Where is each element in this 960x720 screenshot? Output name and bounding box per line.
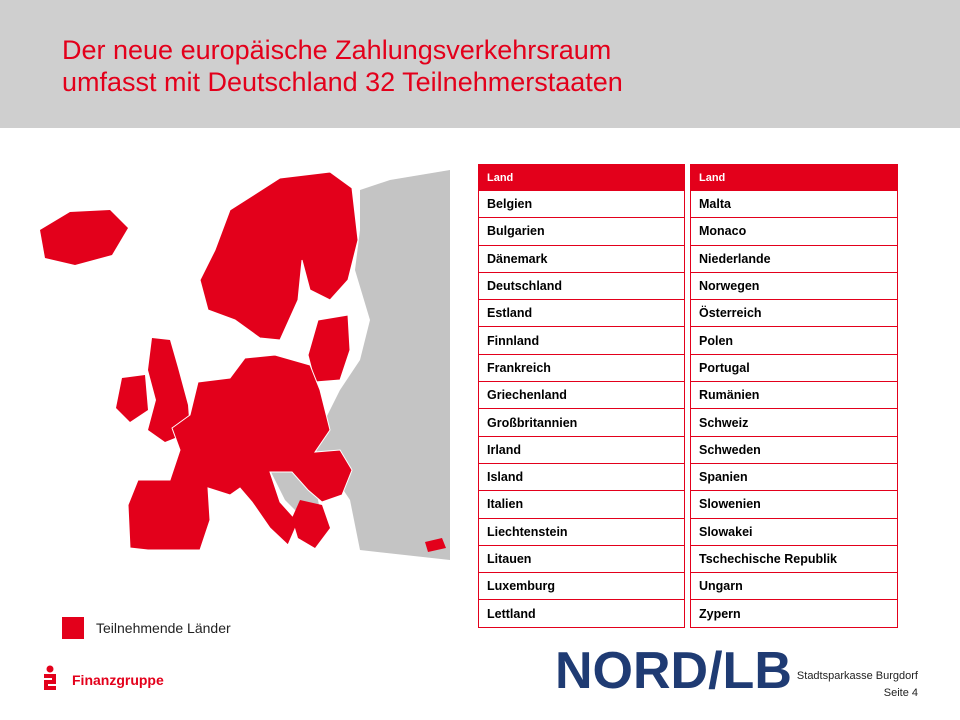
table-row — [479, 409, 685, 436]
table-row — [479, 600, 685, 627]
table-cell: Griechenland — [479, 382, 685, 409]
table-cell: Portugal — [691, 354, 898, 381]
table-row — [479, 300, 685, 327]
map-iceland — [40, 210, 128, 265]
table-row — [479, 218, 685, 245]
table-cell: Liechtenstein — [479, 518, 685, 545]
table-cell: Rumänien — [691, 382, 898, 409]
table-cell: Tschechische Republik — [691, 545, 898, 572]
table-cell: Lettland — [479, 600, 685, 627]
legend-swatch — [62, 617, 84, 639]
table-row — [691, 245, 898, 272]
table-cell: Frankreich — [479, 354, 685, 381]
table-row — [691, 491, 898, 518]
slide-title — [62, 34, 623, 98]
title-line-2: umfasst mit Deutschland 32 Teilnehmerstaaten — [62, 67, 623, 97]
table-row — [479, 354, 685, 381]
table-row — [691, 272, 898, 299]
table-cell: Spanien — [691, 463, 898, 490]
table-row — [479, 191, 685, 218]
table-row — [691, 545, 898, 572]
table-cell: Polen — [691, 327, 898, 354]
table-cell: Schweiz — [691, 409, 898, 436]
table-row — [691, 191, 898, 218]
table-cell: Finnland — [479, 327, 685, 354]
table-cell: Slowenien — [691, 491, 898, 518]
header-banner — [0, 0, 960, 128]
table-row — [691, 354, 898, 381]
table-row — [691, 300, 898, 327]
map-scandinavia — [200, 172, 358, 340]
table-cell: Monaco — [691, 218, 898, 245]
table-cell: Norwegen — [691, 272, 898, 299]
table-row — [479, 463, 685, 490]
page-number: Seite 4 — [883, 687, 918, 699]
nordlb-logo — [555, 630, 792, 710]
table-row — [479, 272, 685, 299]
table-cell: Litauen — [479, 545, 685, 572]
table-row — [479, 518, 685, 545]
legend-label: Teilnehmende Länder — [96, 620, 231, 636]
table-row — [691, 600, 898, 627]
table-row — [691, 327, 898, 354]
finanzgruppe-wordmark: Finanzgruppe — [72, 672, 164, 688]
nordlb-wordmark: NORD/LB — [555, 642, 792, 700]
table-cell: Island — [479, 463, 685, 490]
title-line-1: Der neue europäische Zahlungsverkehrsraum — [62, 35, 612, 65]
table-row — [479, 245, 685, 272]
table-header: Land — [691, 165, 898, 191]
table-row — [479, 382, 685, 409]
table-row — [691, 436, 898, 463]
map-greece — [292, 500, 330, 548]
table-cell: Bulgarien — [479, 218, 685, 245]
table-cell: Großbritannien — [479, 409, 685, 436]
table-cell: Malta — [691, 191, 898, 218]
table-cell: Dänemark — [479, 245, 685, 272]
table-cell: Schweden — [691, 436, 898, 463]
table-row — [479, 327, 685, 354]
table-row — [479, 491, 685, 518]
table-cell: Österreich — [691, 300, 898, 327]
table-cell: Deutschland — [479, 272, 685, 299]
footer-info — [797, 668, 918, 702]
table-cell: Estland — [479, 300, 685, 327]
table-cell: Zypern — [691, 600, 898, 627]
table-cell: Luxemburg — [479, 573, 685, 600]
map-ireland — [116, 375, 148, 422]
table-row — [691, 463, 898, 490]
table-cell: Ungarn — [691, 573, 898, 600]
country-table-left — [478, 164, 685, 628]
table-cell: Slowakei — [691, 518, 898, 545]
europe-map — [30, 150, 450, 560]
map-baltics — [308, 315, 350, 382]
footer-org: Stadtsparkasse Burgdorf — [796, 670, 918, 682]
table-row — [691, 518, 898, 545]
table-row — [479, 573, 685, 600]
table-header: Land — [479, 165, 685, 191]
table-cell: Italien — [479, 491, 685, 518]
table-row — [691, 218, 898, 245]
table-row — [479, 436, 685, 463]
table-cell: Niederlande — [691, 245, 898, 272]
table-row — [691, 409, 898, 436]
country-table-right — [690, 164, 898, 628]
table-row — [479, 545, 685, 572]
table-cell: Belgien — [479, 191, 685, 218]
table-cell: Irland — [479, 436, 685, 463]
table-row — [691, 573, 898, 600]
table-row — [691, 382, 898, 409]
